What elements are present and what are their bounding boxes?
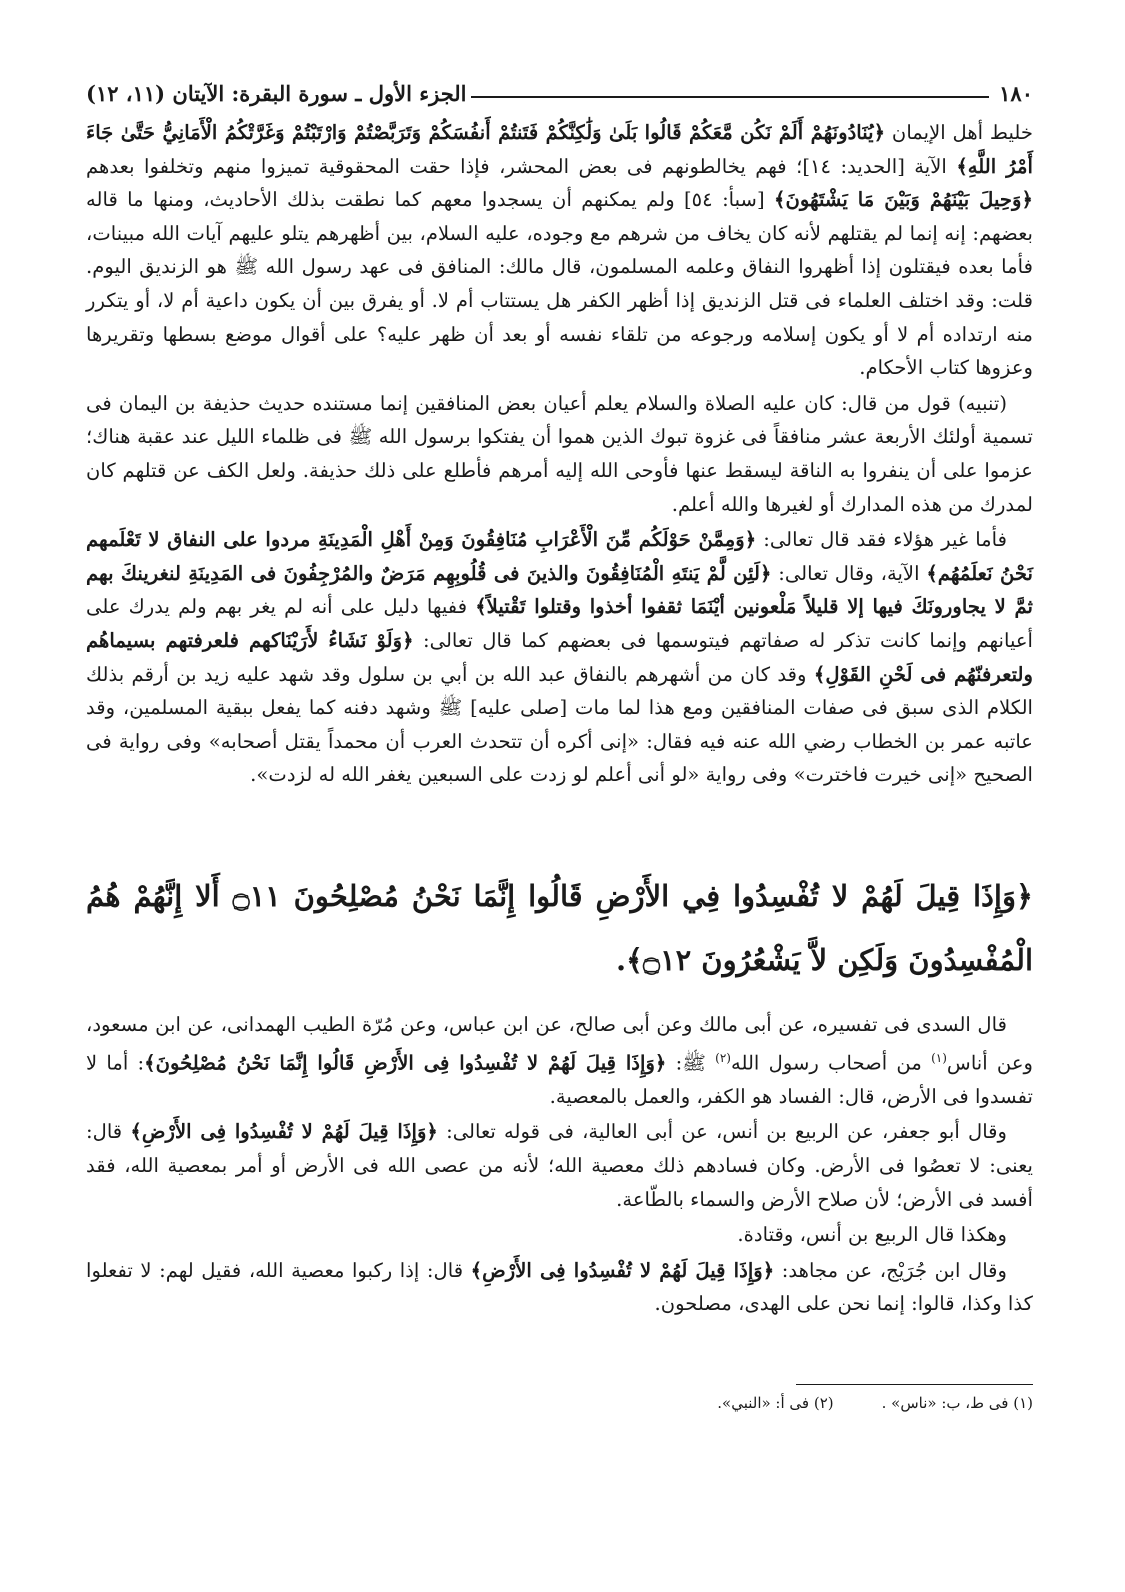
header-rule (471, 96, 990, 98)
text-run: من أصحاب رسول الله (730, 1051, 932, 1075)
text-run: فأما غير هؤلاء فقد قال تعالى: (756, 528, 1007, 552)
text-run: وقال أبو جعفر، عن الربيع بن أنس، عن أبى العالية، فى قوله تعالى: (437, 1120, 1007, 1144)
commentary-text-bottom (86, 1008, 1033, 1323)
quran-quote: ﴿وَمِمَّنْ حَوْلَكُم مِّنَ الْأَعْرَابِ مُنَافِقُونَ وَمِنْ أَهْلِ الْمَدِينَةِ مردوا على النفاق لا تَعْلَمهم نَحْنُ نَعلَمُهُم﴾ (86, 528, 1033, 585)
quran-quote: ﴿وَإِذَا قِيلَ لَهُمْ لا تُفْسِدُوا فِى الأَرْضِ﴾ (130, 1120, 438, 1144)
footnote-rule (796, 1384, 1033, 1385)
quran-quote: ﴿لَئِن لَّمْ يَنتَهِ الْمُنَافِقُونَ والذينَ فى قُلُوبِهِم مَرَضٌ والمُرْجِفُونَ فى المَدِينَةِ لنغرينكَ بهم ثمَّ لا يجاورونَكَ فيها إلا قليلاً مَلْعونين أيْنَمَا ثقفوا أخذوا وقتلوا تَقْتيلاً﴾ (86, 561, 1033, 619)
text-run: (تنبيه) قول من قال: كان عليه الصلاة والسلام يعلم أعيان بعض المنافقين إنما مستنده حديث حذيفة بن اليمان فى تسمية أولئك الأربعة عشر منافقاً فى غزوة تبوك الذين هموا أن يفتكوا برسول الله ﷺ فى ظلماء الليل عند عقبة هناك؛ عزموا على أن ينفروا به الناقة ليسقط عنها فأوحى الله إليه أمرهم فأطلع على ذلك حذيفة. ولعل الكف عن قتلهم كان لمدرك من هذه المدارك أو لغيرها والله أعلم. (86, 391, 1033, 516)
text-run: وقال ابن جُرَيْج، عن مجاهد: (774, 1258, 1007, 1282)
text-run: وهكذا قال الربيع بن أنس، وقتادة. (737, 1223, 1007, 1247)
paragraph (86, 1218, 1033, 1252)
footnote-1: (١) فى ط، ب: «ناس» . (881, 1394, 1033, 1412)
quran-quote: ﴿يُنَادُونَهُمْ أَلَمْ نَكُن مَّعَكُمْ قَالُوا بَلَىٰ وَلَٰكِنَّكُمْ فَتَنتُمْ أَنفُسَكُمْ وَتَرَبَّصْتُمْ وَارْتَبْتُمْ وَغَرَّتْكُمُ الْأَمَانِيُّ حَتَّىٰ جَاءَ أَمْرُ اللَّهِ﴾ (86, 121, 1033, 178)
footnotes (86, 1394, 1033, 1412)
quran-quote: ﴿وَلَوْ نَشَاءُ لأَرَيْنَاكهم فلعرفتهم بسيماهُم ولتعرفنّهُم فى لَحْنِ القَوْلِ﴾ (86, 628, 1033, 686)
paragraph (86, 1254, 1033, 1321)
quran-verse: ﴿وَإِذَا قِيلَ لَهُمْ لا تُفْسِدُوا فِي الأَرْضِ قَالُوا إِنَّمَا نَحْنُ مُصْلِحُونَ ۝١١ أَلا إِنَّهُمْ هُمُ الْمُفْسِدُونَ وَلَكِن لاَّ يَشْعُرُونَ ۝١٢﴾. (86, 879, 1033, 977)
quran-quote: ﴿وَإِذَا قِيلَ لَهُمْ لا تُفْسِدُوا فِى الأَرْضِ قَالُوا إِنَّمَا نَحْنُ مُصْلِحُونَ﴾ (144, 1051, 667, 1075)
text-run: : أما لا تفسدوا فى الأرض، قال: الفساد هو الكفر، والعمل بالمعصية. (86, 1051, 1033, 1108)
paragraph (86, 1115, 1033, 1216)
running-title: الجزء الأول ـ سورة البقرة: الآيتان (١١، ١٢) (86, 81, 467, 106)
text-run: [سبأ: ٥٤] ولم يمكنهم أن يسجدوا معهم كما نطقت بذلك الأحاديث، ومنها ما قاله بعضهم: إنه إنما لم يقتلهم لأنه كان يخاف من شرهم مع وجوده، عليه السلام، بين أظهرهم يتلو عليهم آيات الله مبينات، فأما بعده فيقتلون إذا أظهروا النفاق وعلمه المسلمون، قال مالك: المنافق فى عهد رسول الله ﷺ هو الزنديق اليوم. قلت: وقد اختلف العلماء فى قتل الزنديق إذا أظهر الكفر هل يستتاب أم لا. أو يفرق بين أن يكون داعية أم لا، أو يتكرر منه ارتداده أم لا أو يكون إسلامه ورجوعه من تلقاء نفسه أو بعد أن ظهر عليه؟ على أقوال موضع بسطها وتقريرها وعزوها كتاب الأحكام. (86, 188, 1033, 380)
text-run: قال: يعنى: لا تعصُوا فى الأرض. وكان فسادهم ذلك معصية الله؛ لأنه من عصى الله فى الأرض أو أمر بمعصية الله، فقد أفسد فى الأرض؛ لأن صلاح الأرض والسماء بالطّاعة. (86, 1120, 1033, 1211)
paragraph (86, 387, 1033, 521)
page-number: ١٨٠ (999, 81, 1033, 106)
footnote-2: (٢) فى أ: «النبي». (717, 1394, 834, 1412)
commentary-text-top (86, 116, 1033, 794)
quran-quote: ﴿وَإِذَا قِيلَ لَهُمْ لا تُفْسِدُوا فِى الأَرْضِ﴾ (470, 1258, 775, 1282)
text-run: الآية [الحديد: ١٤]؛ فهم يخالطونهم فى بعض المحشر، فإذا حقت المحقوقية تميزوا منهم وتخلفوا بعدهم (86, 154, 957, 178)
footnote-marker: (١) (931, 1050, 947, 1065)
text-run: قال: إذا ركبوا معصية الله، فقيل لهم: لا تفعلوا كذا وكذا، قالوا: إنما نحن على الهدى، مصلحون. (86, 1258, 1033, 1316)
quran-quote: ﴿وَحِيلَ بَيْنَهُمْ وَبَيْنَ مَا يَشْتَهُونَ﴾ (773, 188, 1033, 212)
text-run: ﷺ: (666, 1051, 716, 1075)
text-run: قال السدى فى تفسيره، عن أبى مالك وعن أبى صالح، عن ابن عباس، وعن مُرّة الطيب الهمدانى، عن ابن مسعود، وعن أناس (86, 1013, 1033, 1075)
paragraph (86, 1008, 1033, 1113)
footnote-marker: (٢) (715, 1050, 731, 1065)
paragraph (86, 523, 1033, 792)
paragraph (86, 116, 1033, 385)
text-run: الآية، وقال تعالى: (771, 561, 927, 585)
text-run: وقد كان من أشهرهم بالنفاق عبد الله بن أبي بن سلول وقد شهد عليه زيد بن أرقم بذلك الكلام الذى سبق فى صفات المنافقين ومع هذا لما مات [صلى عليه] ﷺ وشهد دفنه كما يفعل ببقية المسلمين، وقد عاتبه عمر بن الخطاب رضي الله عنه فيه فقال: «إنى أكره أن تتحدث العرب أن محمداً يقتل أصحابه» وفى رواية فى الصحيح «إنى خيرت فاخترت» وفى رواية «لو أنى أعلم لو زدت على السبعين يغفر الله له لزدت». (86, 662, 1033, 787)
text-run: خليط أهل الإيمان (885, 121, 1034, 144)
text-run: ففيها دليل على أنه لم يغر بهم ولم يدرك على أعيانهم وإنما كانت تذكر له صفاتهم فيتوسمها فى بعضهم كما قال تعالى: (86, 595, 1034, 652)
page-header (86, 72, 1033, 106)
